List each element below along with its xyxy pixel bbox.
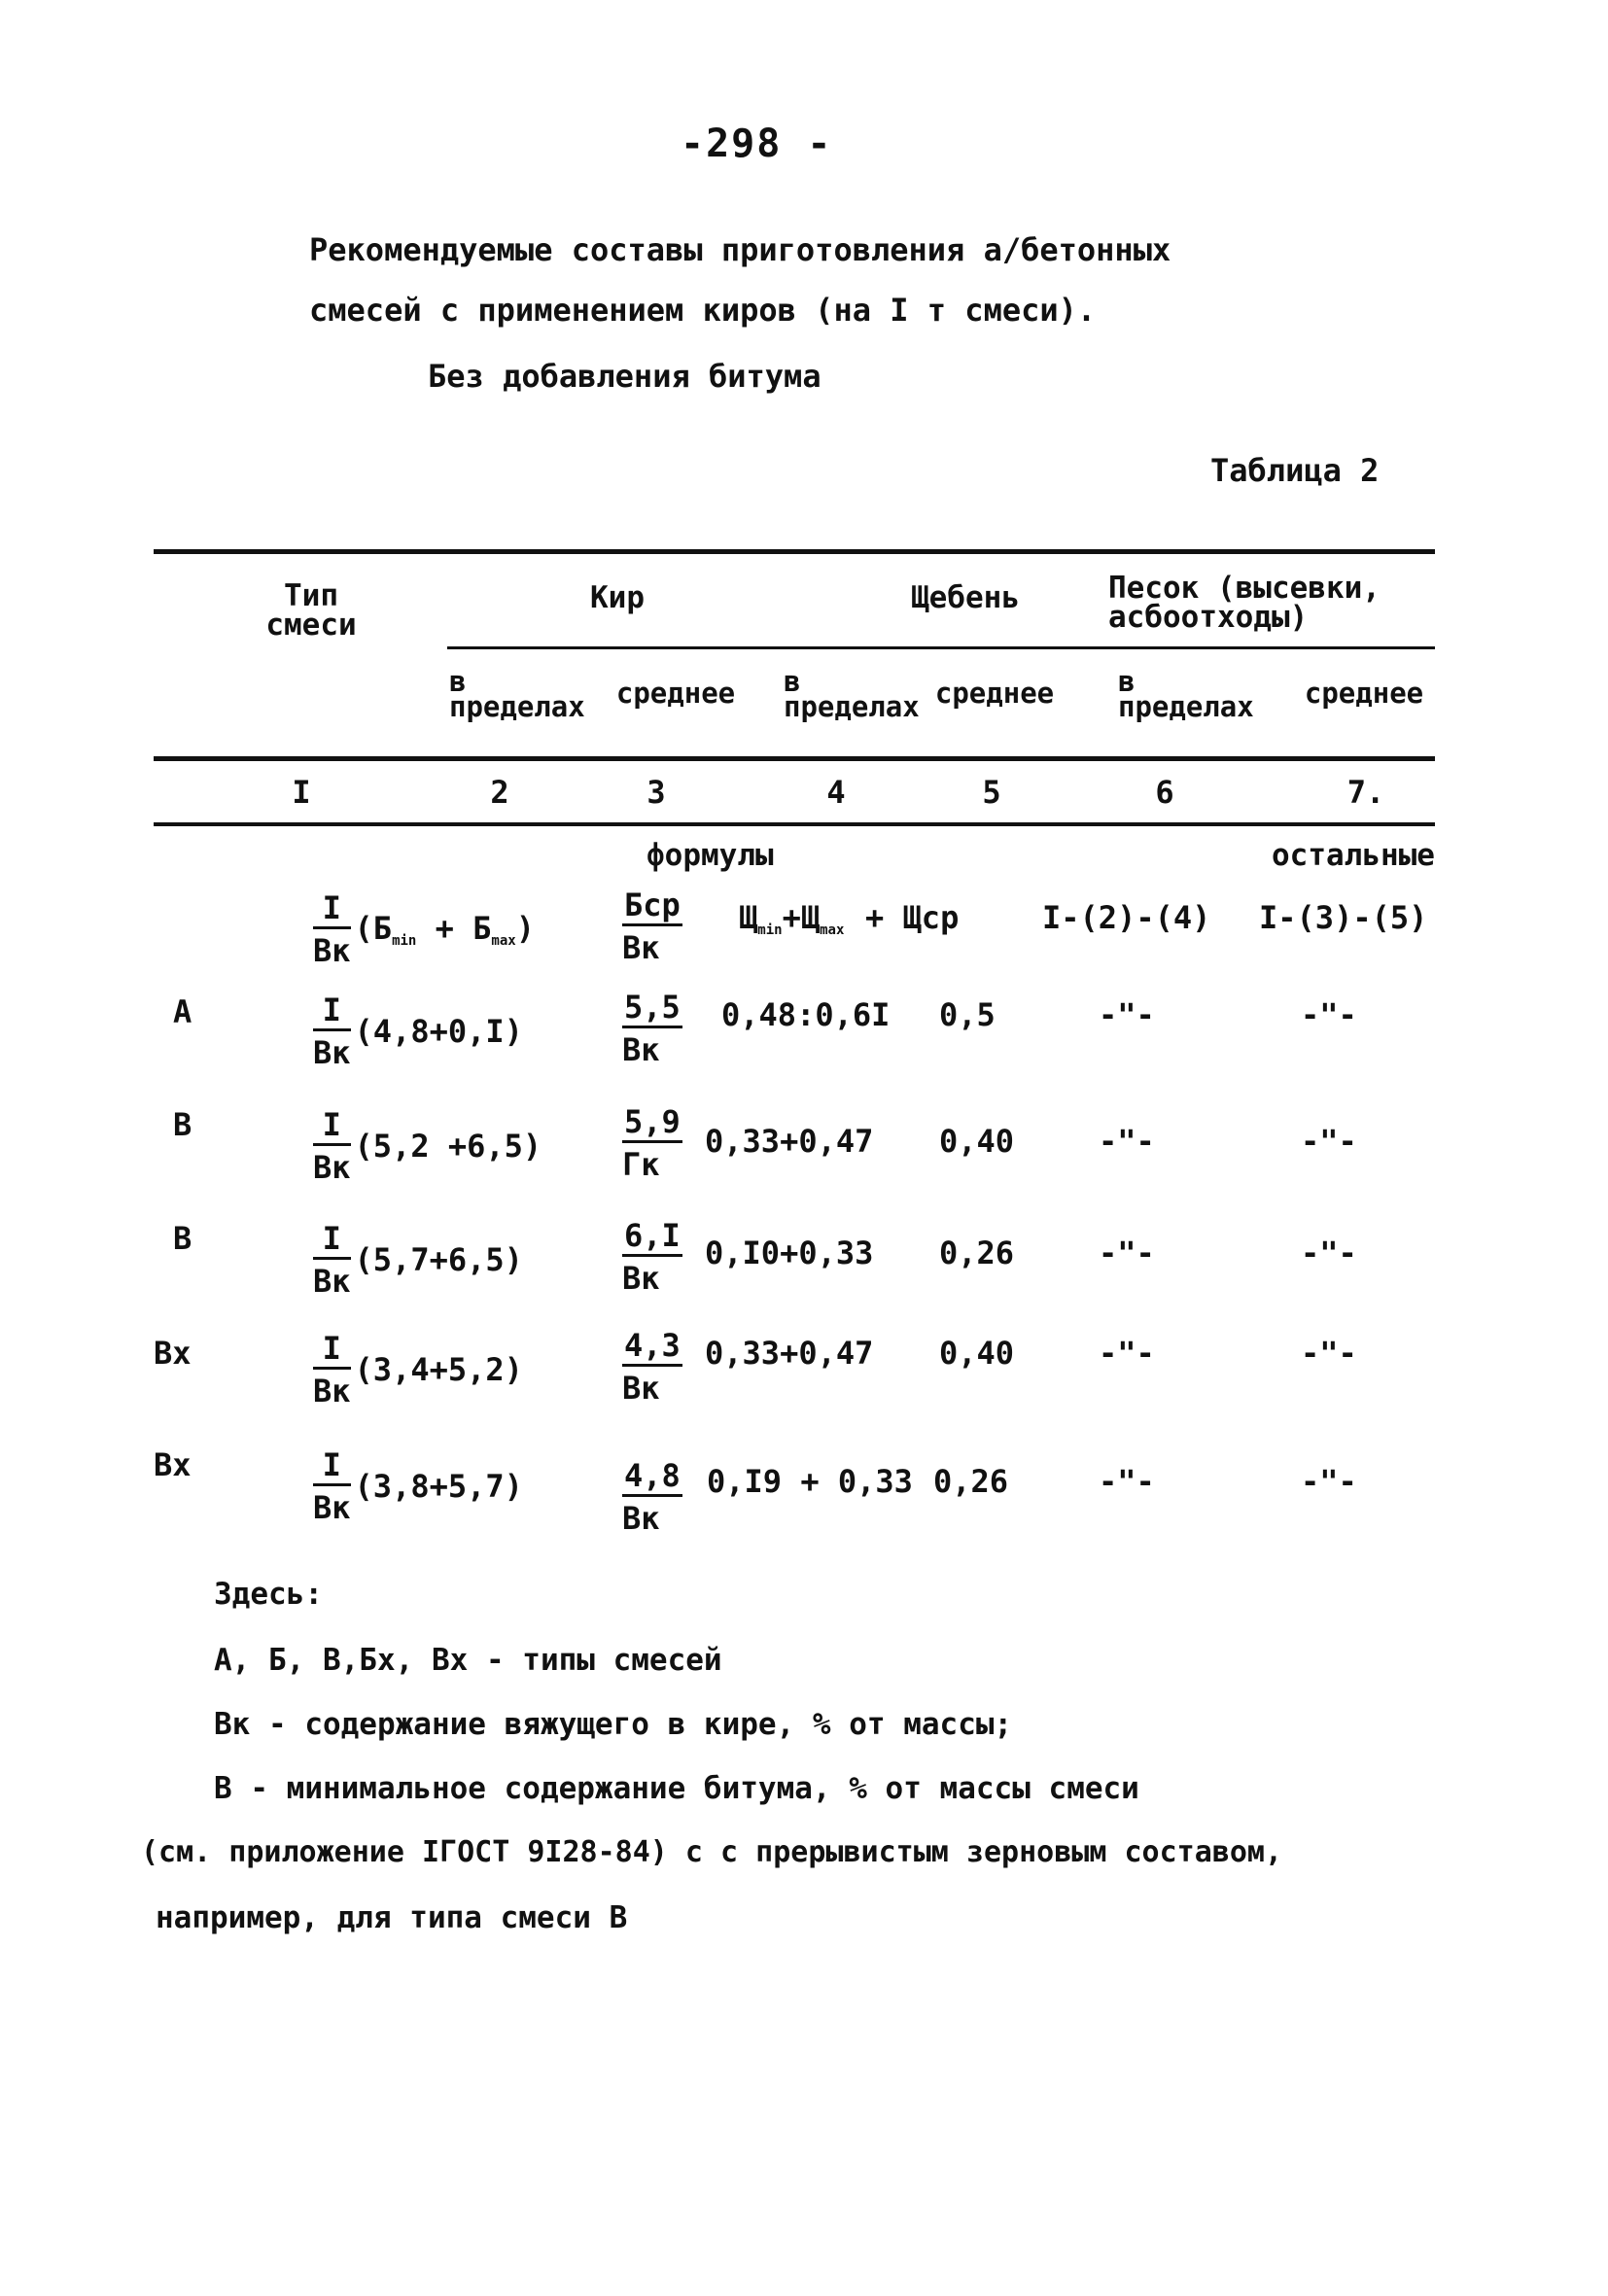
title-line-3: Без добавления битума [428,358,821,395]
formula-kir-avg: $\frac{\text{Бср}}{Вк}$ [622,887,681,966]
row-4-kir-range: $\frac{I}{Вк}$ (3,4+5,2) [313,1330,523,1409]
page-number: -298 - [681,122,833,166]
row-4-type: Вх [154,1335,192,1372]
formulas-label: формулы [647,838,774,873]
row-2-pesok-avg: -"- [1301,1123,1357,1160]
row-3-type: В [173,1220,192,1257]
row-1-sheben-range: 0,48:0,6I [721,996,891,1033]
row-2-kir-avg: $\frac{5,9}{Гк}$ [622,1103,681,1183]
subheader-pesok-avg: среднее [1304,677,1424,710]
formula-sheben-avg: + Щср [865,899,960,936]
column-number-5: 5 [982,774,1001,811]
row-2-kir-range: $\frac{I}{Вк}$ (5,2 +6,5) [313,1106,542,1186]
row-5-pesok-range: -"- [1099,1463,1155,1500]
subheader-sheben-range: в пределах [784,665,920,723]
row-2-type: В [173,1106,192,1143]
subheader-kir-avg: среднее [615,677,736,710]
formula-sheben-range: $Щ_{min}+Щ_{max}$ [739,899,845,938]
row-4-sheben-avg: 0,40 [939,1335,1015,1372]
row-3-sheben-avg: 0,26 [939,1235,1015,1271]
row-2-sheben-range: 0,33+0,47 [705,1123,874,1160]
row-2-pesok-range: -"- [1099,1123,1155,1160]
notes-heading: Здесь: [214,1577,323,1612]
rest-label: остальные [1272,838,1435,873]
subheader-sheben-avg: среднее [934,677,1055,710]
row-1-type: А [173,993,192,1030]
row-4-kir-avg: $\frac{4,3}{Вк}$ [622,1327,681,1407]
header-sheben: Щебень [911,580,1020,615]
subheader-rule [447,646,1435,649]
row-4-pesok-range: -"- [1099,1335,1155,1372]
header-type: Тип смеси [265,578,357,643]
row-5-kir-range: $\frac{I}{Вк}$ (3,8+5,7) [313,1446,523,1526]
row-1-kir-range: $\frac{I}{Вк}$ (4,8+0,I) [313,991,523,1071]
header-bottom-rule [154,756,1435,761]
column-number-3: 3 [647,774,666,811]
row-1-pesok-range: -"- [1099,996,1155,1033]
row-3-pesok-avg: -"- [1301,1235,1357,1271]
formula-pesok-range: I-(2)-(4) [1042,899,1211,936]
note-line-1: А, Б, В,Бх, Вх - типы смесей [214,1643,722,1678]
row-3-kir-avg: $\frac{6,I}{Вк}$ [622,1217,681,1297]
title-line-1: Рекомендуемые составы приготовления а/бетонных [309,231,1171,268]
row-5-kir-avg: $\frac{4,8}{Вк}$ [622,1457,681,1537]
subheader-pesok-range: в пределах [1118,665,1254,723]
column-number-2: 2 [490,774,509,811]
formula-pesok-avg: I-(3)-(5) [1259,899,1428,936]
column-number-6: 6 [1155,774,1174,811]
subheader-kir-range: в пределах [449,665,585,723]
column-number-7: 7. [1346,774,1385,811]
row-1-pesok-avg: -"- [1301,996,1357,1033]
row-2-sheben-avg: 0,40 [939,1123,1015,1160]
row-3-kir-range: $\frac{I}{Вк}$ (5,7+6,5) [313,1220,523,1300]
title-line-2: смесей с применением киров (на I т смеси). [309,292,1097,329]
row-4-sheben-range: 0,33+0,47 [705,1335,874,1372]
row-4-pesok-avg: -"- [1301,1335,1357,1372]
note-line-4: (см. приложение IГОСТ 9I28-84) с с прерывистым зерновым составом, [141,1835,1282,1869]
column-number-1: I [292,774,311,811]
note-line-2: Вк - содержание вяжущего в кире, % от массы; [214,1707,1013,1742]
row-5-pesok-avg: -"- [1301,1463,1357,1500]
row-5-sheben-avg: 0,26 [933,1463,1009,1500]
table-top-rule [154,549,1435,554]
header-kir: Кир [590,580,645,615]
row-5-type: Вх [154,1446,192,1483]
row-1-sheben-avg: 0,5 [939,996,996,1033]
row-5-sheben-range: 0,I9 + 0,33 [707,1463,913,1500]
row-3-sheben-range: 0,I0+0,33 [705,1235,874,1271]
row-3-pesok-range: -"- [1099,1235,1155,1271]
note-line-5: например, для типа смеси В [156,1900,628,1935]
header-pesok: Песок (высевки, асбоотходы) [1108,571,1381,635]
row-1-kir-avg: $\frac{5,5}{Вк}$ [622,989,681,1068]
column-numbers-rule [154,822,1435,826]
formula-kir-range: $\frac{I}{Вк}$ $(Б_{min} + Б_{max})$ [313,889,535,969]
note-line-3: В - минимальное содержание битума, % от массы смеси [214,1771,1139,1806]
column-number-4: 4 [826,774,846,811]
table-label: Таблица 2 [1210,452,1380,489]
